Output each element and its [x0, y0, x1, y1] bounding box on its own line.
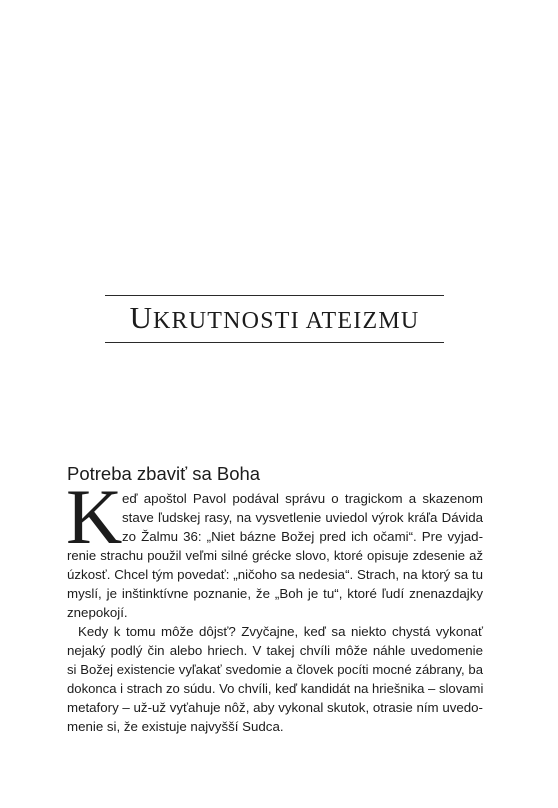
- paragraph-1-line-1: eď apoštol Pavol podával správu o tragickom a skazenom: [122, 491, 483, 506]
- paragraph-2-line-5: metafory – už-už vyťahuje nôž, aby vykonal skutok, otrasie ním uvedo-: [67, 700, 483, 715]
- paragraph-2-line-3: si Božej existencie vyľakať svedomie a človek pocíti mocné zábrany, ba: [67, 662, 483, 677]
- paragraph-1-line-3: zo Žalmu 36: „Niet bázne Božej pred ich očami“. Pre vyjad-: [122, 529, 483, 544]
- section-heading: Potreba zbaviť sa Boha: [67, 463, 261, 484]
- chapter-title-initial: U: [129, 300, 153, 335]
- chapter-title: [105, 299, 444, 340]
- drop-cap: K: [66, 473, 123, 560]
- paragraph-2-line-4: dokonca i strach zo súdu. Vo chvíli, keď kandidát na hriešnika – slovami: [67, 681, 484, 696]
- paragraph-2-line-1: Kedy k tomu môže dôjsť? Zvyčajne, keď sa niekto chystá vykonať: [78, 624, 483, 639]
- title-top-rule: [105, 295, 444, 296]
- paragraph-1-line-6: myslí, je inštinktívne poznanie, že „Boh je tu“, ktoré ľudí znenazdajky: [67, 586, 483, 601]
- paragraph-1-line-7: znepokojí.: [67, 605, 128, 620]
- paragraph-1-line-4: renie strachu použil veľmi silné grécke slovo, ktoré opisuje zdesenie až: [67, 548, 483, 563]
- paragraph-1-line-5: úzkosť. Chcel tým povedať: „ničoho sa nedesia“. Strach, na ktorý sa tu: [67, 567, 483, 582]
- paragraph-1-line-2: stave ľudskej rasy, na vysvetlenie uviedol výrok kráľa Dávida: [122, 510, 483, 525]
- chapter-title-rest: KRUTNOSTI ATEIZMU: [153, 308, 420, 334]
- title-bottom-rule: [105, 342, 444, 343]
- paragraph-2-line-6: menie si, že existuje najvyšší Sudca.: [67, 719, 284, 734]
- paragraph-2-line-2: nejaký podlý čin alebo hriech. V takej chvíli môže náhle uvedomenie: [67, 643, 483, 658]
